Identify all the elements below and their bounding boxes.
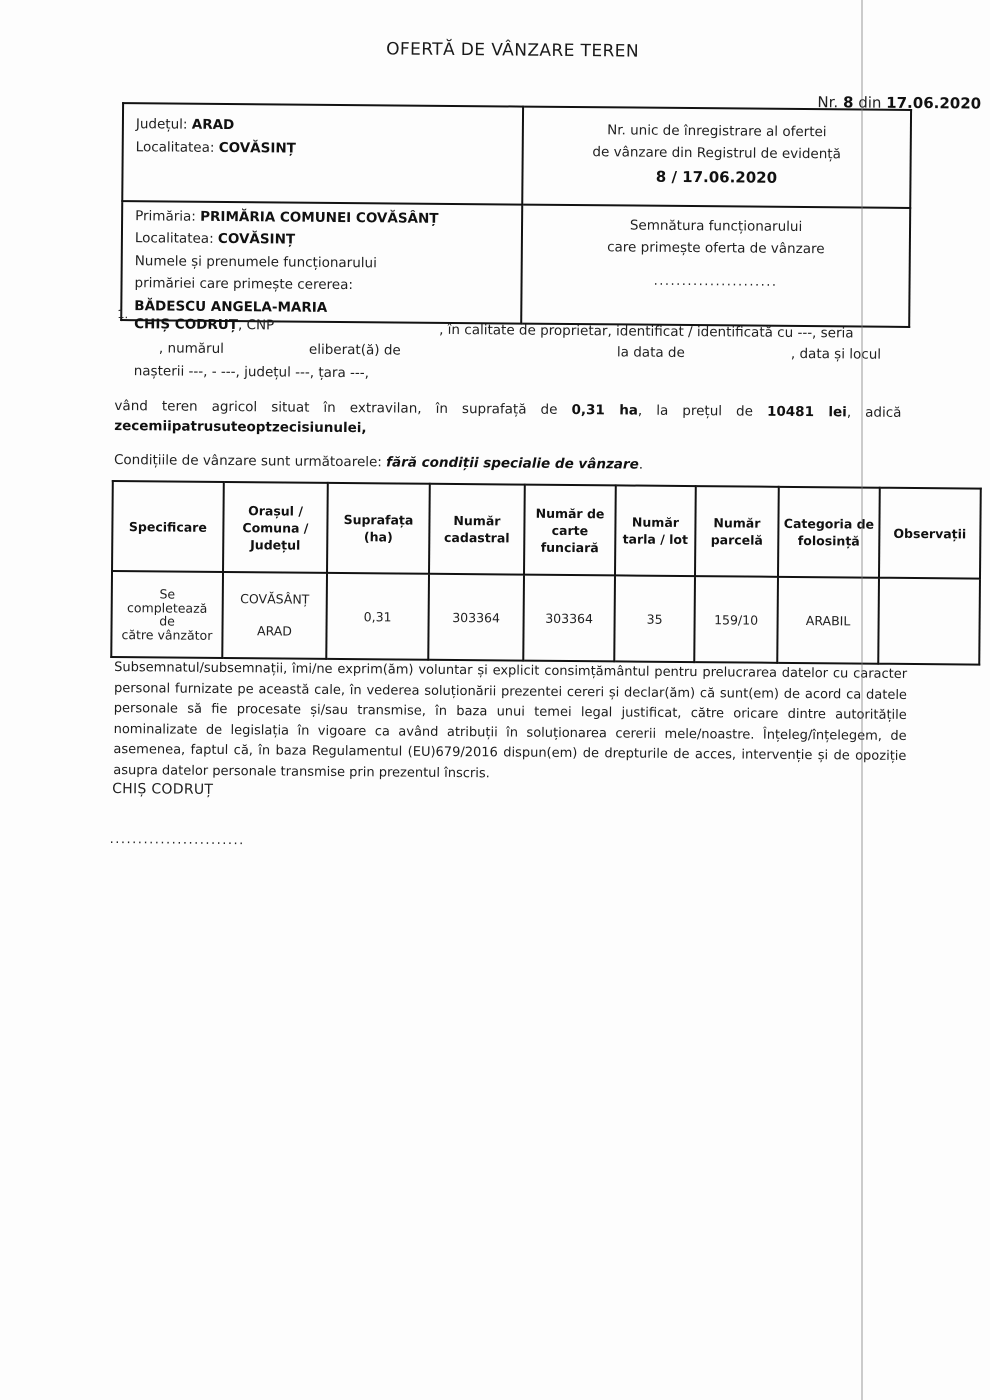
sale-line1 xyxy=(114,398,901,421)
localitate-value: COVĂSINȚ xyxy=(218,139,296,157)
declaration-line1-rest: , în calitate de proprietar, identificat / identificată cu ---, seria xyxy=(439,321,854,342)
declaration-line3: nașterii ---, - ---, județul ---, țara ---, xyxy=(133,363,370,382)
specificare-line-3: de xyxy=(159,613,175,629)
declaration-eliberat: eliberat(ă) de xyxy=(308,341,401,359)
col-header-observatii: Observații xyxy=(879,488,981,579)
specificare-line-4: către vânzător xyxy=(121,626,213,643)
cell-numar-cadastral: 303364 xyxy=(428,574,524,661)
specificare-line-1: Se xyxy=(159,586,176,602)
cell-oras-judet xyxy=(222,572,327,659)
registru-line1: Nr. unic de înregistrare al ofertei xyxy=(607,122,827,141)
reg-prefix: Nr. xyxy=(817,93,839,112)
sale-text1: vând teren agricol situat în extravilan, în suprafață de xyxy=(114,398,558,418)
col-header-oras-comuna-judet: Orașul / Comuna / Județul xyxy=(223,482,328,573)
consent-paragraph: Subsemnatul/subsemnații, îmi/ne exprim(ăm) voluntar și explicit consimțământul pentru prelucrarea datelor cu caracter personal furnizate pe această cale, în vederea soluționării prezentei cereri și declar(ăm) că sunt(em) de acord ca datele personale să fie procesate și/sau transmise, în baza unui temei legal justificat, către oricare dintre autoritățile nominalizate de legislația în vigoare ca având atribuții în soluționarea cererii mele/noastre. Înțeleg/înțelegem, de asemenea, faptul că, în baza Regulamentul (EU)679/2016 dispun(em) de drepturile de acces, intervenție și de opoziție asupra datelor personale transmise prin prezentul înscris. xyxy=(113,660,908,782)
seller-name-cnp xyxy=(134,316,274,333)
primaria-line xyxy=(135,205,521,231)
semnatura-cell xyxy=(521,205,910,327)
conditions-line xyxy=(114,452,914,475)
header-table-row-1 xyxy=(122,103,911,208)
functionar-line1: Numele și prenumele funcționarului xyxy=(134,252,377,272)
localitate2-label: Localitatea: xyxy=(134,230,214,248)
functionar-name: BĂDESCU ANGELA-MARIA xyxy=(134,297,328,316)
footer-seller-name: CHIȘ CODRUȚ xyxy=(112,781,214,798)
cell-suprafata: 0,31 xyxy=(326,573,429,660)
registru-value: 8 / 17.06.2020 xyxy=(655,167,778,187)
document-title: OFERTĂ DE VÂNZARE TEREN xyxy=(386,39,640,62)
col-header-parcela: Număr parcelă xyxy=(695,486,779,577)
specificare-line-2: completează xyxy=(127,599,208,616)
seller-name: CHIȘ CODRUȚ xyxy=(134,316,239,334)
reg-din: din xyxy=(858,93,882,112)
cell-tarla-lot: 35 xyxy=(614,575,695,662)
oras-judet-gap xyxy=(225,606,325,625)
sale-paragraph xyxy=(114,398,901,441)
cell-categoria: ARABIL xyxy=(777,577,879,664)
sale-price-in-words: zecemiipatrusuteoptzecisiunulei, xyxy=(114,418,367,437)
judet-localitate-cell xyxy=(122,103,523,204)
registru-line2: de vânzare din Registrul de evidență xyxy=(592,144,841,163)
col-header-specificare: Specificare xyxy=(112,481,224,572)
cell-observatii xyxy=(878,578,980,665)
judet-row-value: ARAD xyxy=(256,623,293,639)
footer-signature-dots: ........................ xyxy=(109,831,245,849)
declaration-index: 1. xyxy=(117,307,129,322)
localitate-line xyxy=(136,136,522,162)
declaration-datalocul: , data și locul xyxy=(790,345,882,363)
localitate2-value: COVĂSINȚ xyxy=(217,231,296,248)
semnatura-line1: Semnătura funcționarului xyxy=(629,217,803,236)
sale-text2: , la prețul de xyxy=(637,402,754,420)
sale-area-value: 0,31 ha xyxy=(571,402,639,419)
primaria-value: PRIMĂRIA COMUNEI COVĂSÂNȚ xyxy=(200,208,439,227)
land-table-header-row xyxy=(112,481,981,579)
cell-specificare xyxy=(111,571,223,658)
col-header-tarla-lot: Număr tarla / lot xyxy=(615,485,696,576)
cnp-label: , CNP xyxy=(237,317,275,334)
land-table xyxy=(110,480,982,666)
localitate2-line xyxy=(135,228,521,254)
primaria-cell xyxy=(121,201,522,323)
registru-cell xyxy=(522,107,911,208)
declaration-numarul: , numărul xyxy=(158,340,225,357)
header-table xyxy=(120,102,912,328)
col-header-numar-cadastral: Număr cadastral xyxy=(429,484,525,575)
oras-value: COVĂSÂNȚ xyxy=(240,591,310,607)
judet-value: ARAD xyxy=(191,116,235,134)
conditions-label: Condițiile de vânzare sunt următoarele: xyxy=(113,452,382,471)
sale-text3: , adică xyxy=(846,404,902,421)
semnatura-signature-dots: ...................... xyxy=(653,273,778,290)
col-header-carte-funciara: Număr de carte funciară xyxy=(524,485,616,576)
conditions-value: fără condiții specialie de vânzare xyxy=(386,454,639,473)
functionar-line2: primăriei care primește cererea: xyxy=(134,275,353,294)
cell-carte-funciara: 303364 xyxy=(523,575,615,662)
reg-number: 8 xyxy=(842,93,854,112)
cell-parcela: 159/10 xyxy=(694,576,778,663)
reg-date: 17.06.2020 xyxy=(886,93,982,113)
semnatura-line2: care primește oferta de vânzare xyxy=(607,239,825,258)
localitate-label: Localitatea: xyxy=(135,139,215,156)
scan-artifact-line xyxy=(861,0,863,1400)
declaration-ladata: la data de xyxy=(616,344,685,361)
col-header-suprafata: Suprafața (ha) xyxy=(327,483,430,574)
primaria-label: Primăria: xyxy=(135,208,196,225)
sale-price-value: 10481 lei xyxy=(766,403,847,421)
header-table-row-2 xyxy=(121,201,910,327)
judet-label: Județul: xyxy=(135,116,188,133)
col-header-categoria: Categoria de folosință xyxy=(778,487,880,578)
judet-line xyxy=(136,113,522,139)
land-table-data-row xyxy=(111,571,980,665)
conditions-period: . xyxy=(638,456,644,473)
